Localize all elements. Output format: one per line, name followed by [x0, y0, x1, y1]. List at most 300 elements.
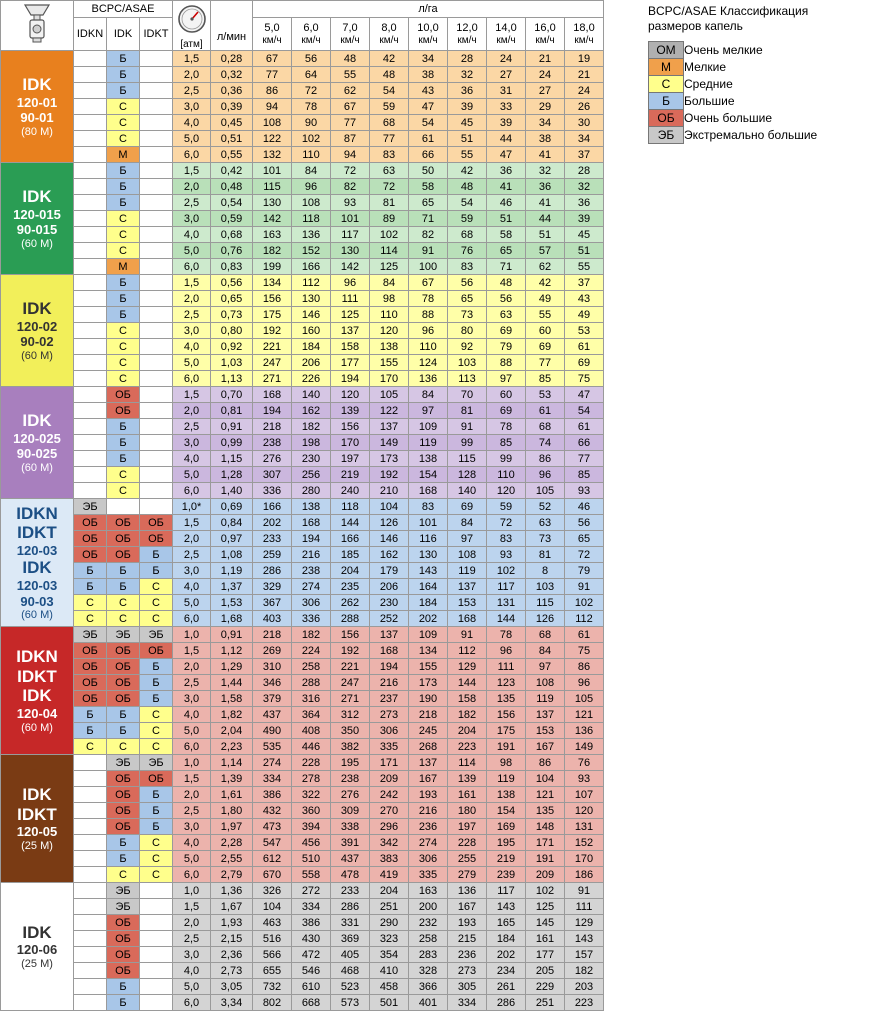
flow-cell: 1,13: [211, 371, 253, 387]
table-row: [1, 963, 604, 979]
droplet-class-cell: [140, 979, 173, 995]
rate-cell: 134: [409, 643, 448, 659]
droplet-class-cell: ОБ: [140, 531, 173, 547]
pressure-cell: 5,0: [173, 979, 211, 995]
nozzle-group-idkn-idkt-idk-120-04: [1, 627, 74, 755]
rate-cell: 79: [565, 563, 604, 579]
nozzle-line: 120-03: [16, 578, 58, 594]
rate-cell: 346: [253, 675, 292, 691]
rate-cell: 271: [331, 691, 370, 707]
droplet-class-cell: С: [107, 131, 140, 147]
rate-cell: 126: [370, 515, 409, 531]
rate-cell: 70: [448, 387, 487, 403]
rate-cell: 105: [526, 483, 565, 499]
rate-cell: 61: [526, 403, 565, 419]
rate-cell: 160: [292, 323, 331, 339]
droplet-class-cell: С: [107, 371, 140, 387]
rate-cell: 274: [409, 835, 448, 851]
rate-cell: 42: [370, 51, 409, 67]
droplet-class-cell: Б: [74, 723, 107, 739]
rate-cell: 8: [526, 563, 565, 579]
rate-cell: 255: [448, 851, 487, 867]
droplet-class-cell: [140, 51, 173, 67]
droplet-class-cell: [74, 851, 107, 867]
rate-cell: 94: [331, 147, 370, 163]
table-row: [1, 691, 604, 707]
rate-cell: 274: [292, 579, 331, 595]
droplet-class-cell: Б: [107, 51, 140, 67]
rate-cell: 168: [409, 483, 448, 499]
flow-cell: 1,12: [211, 643, 253, 659]
rate-cell: 27: [526, 83, 565, 99]
legend-swatch: ЭБ: [649, 127, 684, 144]
droplet-class-cell: [74, 819, 107, 835]
droplet-class-cell: С: [140, 723, 173, 739]
rate-cell: 144: [448, 675, 487, 691]
rate-cell: 29: [526, 99, 565, 115]
rate-cell: 161: [448, 787, 487, 803]
table-row: [1, 371, 604, 387]
table-row: [1, 563, 604, 579]
rate-cell: 86: [526, 755, 565, 771]
droplet-class-cell: С: [74, 739, 107, 755]
droplet-class-cell: С: [140, 595, 173, 611]
rate-cell: 437: [253, 707, 292, 723]
rate-cell: 117: [487, 579, 526, 595]
rate-cell: 234: [487, 963, 526, 979]
rate-cell: 121: [526, 787, 565, 803]
rate-cell: 85: [487, 435, 526, 451]
rate-cell: 37: [565, 275, 604, 291]
rate-cell: 204: [331, 563, 370, 579]
rate-cell: 306: [370, 723, 409, 739]
rate-cell: 101: [253, 163, 292, 179]
rate-cell: 34: [409, 51, 448, 67]
droplet-class-cell: [140, 371, 173, 387]
rate-cell: 184: [409, 595, 448, 611]
rate-cell: 230: [370, 595, 409, 611]
rate-cell: 273: [448, 963, 487, 979]
droplet-class-cell: [74, 979, 107, 995]
rate-cell: 156: [331, 627, 370, 643]
droplet-class-cell: [140, 99, 173, 115]
rate-cell: 290: [370, 915, 409, 931]
rate-cell: 55: [331, 67, 370, 83]
droplet-class-cell: [74, 883, 107, 899]
rate-cell: 546: [292, 963, 331, 979]
rate-cell: 110: [409, 339, 448, 355]
legend-row: [649, 76, 818, 93]
rate-cell: 224: [292, 643, 331, 659]
droplet-class-cell: [74, 803, 107, 819]
rate-cell: 510: [292, 851, 331, 867]
rate-cell: 110: [292, 147, 331, 163]
droplet-class-cell: [140, 339, 173, 355]
rate-cell: 91: [409, 243, 448, 259]
droplet-class-cell: [74, 931, 107, 947]
pressure-cell: 6,0: [173, 371, 211, 387]
rate-cell: 121: [565, 707, 604, 723]
droplet-class-cell: [74, 243, 107, 259]
table-row: [1, 291, 604, 307]
table-row: [1, 771, 604, 787]
legend-swatch: ОБ: [649, 110, 684, 127]
droplet-class-cell: ОБ: [74, 691, 107, 707]
rate-cell: 145: [526, 915, 565, 931]
droplet-class-cell: [74, 899, 107, 915]
table-row: [1, 195, 604, 211]
table-row: [1, 163, 604, 179]
rate-cell: 197: [448, 819, 487, 835]
droplet-class-cell: [74, 771, 107, 787]
rate-cell: 44: [526, 211, 565, 227]
nozzle-line: (60 M): [21, 237, 53, 250]
rate-cell: 336: [253, 483, 292, 499]
rate-cell: 77: [565, 451, 604, 467]
rate-cell: 143: [565, 931, 604, 947]
speed-header-8: 18,0 км/ч: [565, 18, 604, 51]
droplet-class-cell: [140, 499, 173, 515]
rate-cell: 77: [331, 115, 370, 131]
table-row: [1, 835, 604, 851]
droplet-class-cell: ОБ: [107, 947, 140, 963]
droplet-class-cell: ОБ: [107, 963, 140, 979]
droplet-class-cell: [74, 259, 107, 275]
rate-cell: 43: [565, 291, 604, 307]
nozzle-line: 120-025: [13, 430, 61, 446]
rate-cell: 62: [526, 259, 565, 275]
droplet-class-cell: [74, 179, 107, 195]
rate-cell: 153: [526, 723, 565, 739]
table-row: [1, 51, 604, 67]
table-row: [1, 851, 604, 867]
pressure-cell: 4,0: [173, 451, 211, 467]
rate-cell: 102: [292, 131, 331, 147]
rate-cell: 102: [370, 227, 409, 243]
droplet-class-cell: [140, 467, 173, 483]
droplet-class-cell: С: [140, 579, 173, 595]
rate-cell: 195: [331, 755, 370, 771]
rate-cell: 139: [448, 771, 487, 787]
droplet-class-cell: ЭБ: [107, 899, 140, 915]
rate-cell: 120: [565, 803, 604, 819]
rate-cell: 272: [292, 883, 331, 899]
table-row: [1, 131, 604, 147]
nozzle-group-idk-120-025: [1, 387, 74, 499]
rate-cell: 27: [487, 67, 526, 83]
rate-cell: 190: [409, 691, 448, 707]
droplet-class-cell: Б: [140, 819, 173, 835]
rate-cell: 278: [292, 771, 331, 787]
rate-cell: 670: [253, 867, 292, 883]
droplet-class-cell: [74, 755, 107, 771]
rate-cell: 54: [370, 83, 409, 99]
header-row-top: [1, 1, 604, 18]
rate-cell: 238: [292, 563, 331, 579]
pressure-cell: 3,0: [173, 947, 211, 963]
nozzle-line: 120-05: [16, 824, 58, 840]
rate-cell: 68: [370, 115, 409, 131]
rate-cell: 46: [487, 195, 526, 211]
table-row: [1, 787, 604, 803]
legend-row: [649, 127, 818, 144]
rate-cell: 334: [292, 899, 331, 915]
rate-cell: 93: [487, 547, 526, 563]
rate-cell: 115: [253, 179, 292, 195]
flow-cell: 0,59: [211, 211, 253, 227]
rate-cell: 28: [565, 163, 604, 179]
rate-cell: 158: [448, 691, 487, 707]
rate-cell: 111: [565, 899, 604, 915]
droplet-class-cell: Б: [107, 835, 140, 851]
droplet-class-cell: [140, 915, 173, 931]
flow-cell: 0,83: [211, 259, 253, 275]
rate-cell: 135: [487, 691, 526, 707]
rate-cell: 194: [370, 659, 409, 675]
rate-cell: 171: [370, 755, 409, 771]
table-row: [1, 243, 604, 259]
rate-cell: 490: [253, 723, 292, 739]
rate-cell: 68: [526, 419, 565, 435]
nozzle-group-idkn-idkt-idk-120-03: [1, 499, 74, 627]
table-row: [1, 755, 604, 771]
rate-cell: 46: [565, 499, 604, 515]
rate-cell: 216: [292, 547, 331, 563]
pressure-cell: 3,0: [173, 435, 211, 451]
rate-cell: 163: [253, 227, 292, 243]
rate-cell: 69: [487, 323, 526, 339]
rate-cell: 251: [370, 899, 409, 915]
rate-cell: 28: [448, 51, 487, 67]
rate-cell: 114: [448, 755, 487, 771]
droplet-class-cell: [140, 131, 173, 147]
rate-cell: 112: [292, 275, 331, 291]
pressure-cell: 2,5: [173, 803, 211, 819]
rate-cell: 66: [565, 435, 604, 451]
rate-cell: 129: [565, 915, 604, 931]
rate-cell: 122: [370, 403, 409, 419]
table-row: [1, 435, 604, 451]
nozzle-icon-header: [1, 1, 74, 51]
rate-cell: 77: [370, 131, 409, 147]
rate-cell: 162: [292, 403, 331, 419]
rate-cell: 206: [292, 355, 331, 371]
rate-cell: 47: [409, 99, 448, 115]
rate-cell: 65: [409, 195, 448, 211]
pressure-cell: 2,0: [173, 179, 211, 195]
flow-cell: 0,54: [211, 195, 253, 211]
nozzle-line: (25 M): [21, 839, 53, 852]
speed-header-5: 12,0 км/ч: [448, 18, 487, 51]
table-row: [1, 99, 604, 115]
flow-cell: 1,68: [211, 611, 253, 627]
droplet-class-cell: [74, 915, 107, 931]
rate-cell: 215: [448, 931, 487, 947]
rate-cell: 43: [409, 83, 448, 99]
table-row: [1, 723, 604, 739]
rate-cell: 55: [526, 307, 565, 323]
rate-cell: 47: [565, 387, 604, 403]
droplet-class-cell: С: [107, 99, 140, 115]
rate-cell: 419: [370, 867, 409, 883]
rate-cell: 386: [253, 787, 292, 803]
rate-cell: 157: [565, 947, 604, 963]
rate-cell: 37: [565, 147, 604, 163]
rate-cell: 535: [253, 739, 292, 755]
nozzle-line: (80 M): [21, 125, 53, 138]
rate-cell: 117: [487, 883, 526, 899]
droplet-class-cell: ЭБ: [107, 883, 140, 899]
flow-cell: 0,81: [211, 403, 253, 419]
droplet-class-cell: Б: [140, 563, 173, 579]
rate-cell: 155: [370, 355, 409, 371]
table-row: [1, 947, 604, 963]
droplet-class-cell: [74, 67, 107, 83]
rate-cell: 354: [370, 947, 409, 963]
nozzle-line: IDK: [22, 75, 52, 95]
flow-cell: 1,14: [211, 755, 253, 771]
rate-cell: 331: [331, 915, 370, 931]
rate-cell: 229: [526, 979, 565, 995]
pressure-cell: 5,0: [173, 467, 211, 483]
rate-cell: 136: [409, 371, 448, 387]
rate-cell: 72: [487, 515, 526, 531]
rate-cell: 61: [565, 419, 604, 435]
rate-cell: 83: [370, 147, 409, 163]
rate-cell: 391: [331, 835, 370, 851]
rate-cell: 60: [487, 387, 526, 403]
rate-cell: 329: [253, 579, 292, 595]
rate-cell: 130: [409, 547, 448, 563]
rate-cell: 516: [253, 931, 292, 947]
rate-cell: 96: [292, 179, 331, 195]
rate-cell: 367: [253, 595, 292, 611]
droplet-class-cell: М: [107, 259, 140, 275]
flow-cell: 0,39: [211, 99, 253, 115]
flow-cell: 1,29: [211, 659, 253, 675]
droplet-class-cell: С: [107, 115, 140, 131]
rate-cell: 119: [409, 435, 448, 451]
rate-cell: 63: [487, 307, 526, 323]
rate-cell: 283: [409, 947, 448, 963]
flow-cell: 1,03: [211, 355, 253, 371]
rate-cell: 247: [331, 675, 370, 691]
rate-cell: 209: [526, 867, 565, 883]
rate-cell: 67: [409, 275, 448, 291]
subheader-idk: IDK: [107, 18, 140, 51]
pressure-cell: 2,5: [173, 307, 211, 323]
nozzle-line: (60 M): [21, 721, 53, 734]
speed-header-0: 5,0 км/ч: [253, 18, 292, 51]
rate-cell: 34: [565, 131, 604, 147]
rate-cell: 59: [370, 99, 409, 115]
rate-cell: 86: [253, 83, 292, 99]
pressure-cell: 2,0: [173, 531, 211, 547]
flow-cell: 1,15: [211, 451, 253, 467]
pressure-unit-label: [атм]: [180, 38, 203, 50]
droplet-class-cell: ОБ: [107, 771, 140, 787]
rate-cell: 270: [370, 803, 409, 819]
droplet-class-cell: ОБ: [107, 787, 140, 803]
flow-cell: 2,73: [211, 963, 253, 979]
rate-cell: 32: [448, 67, 487, 83]
flow-cell: 0,91: [211, 627, 253, 643]
pressure-cell: 5,0: [173, 131, 211, 147]
rate-cell: 202: [487, 947, 526, 963]
rate-cell: 166: [292, 259, 331, 275]
droplet-class-cell: Б: [140, 691, 173, 707]
droplet-class-cell: С: [107, 739, 140, 755]
flow-cell: 0,69: [211, 499, 253, 515]
table-row: [1, 883, 604, 899]
rate-cell: 32: [565, 179, 604, 195]
rate-cell: 137: [448, 579, 487, 595]
rate-cell: 192: [331, 643, 370, 659]
droplet-class-cell: [74, 195, 107, 211]
rate-cell: 394: [292, 819, 331, 835]
droplet-class-cell: [140, 147, 173, 163]
rate-cell: 156: [253, 291, 292, 307]
bcpc-asae-header: BCPC/ASAE: [74, 1, 173, 18]
droplet-class-cell: ОБ: [140, 643, 173, 659]
flow-cell: 3,34: [211, 995, 253, 1011]
rate-cell: 558: [292, 867, 331, 883]
nozzle-line: IDKN: [16, 503, 58, 523]
speed-header-7: 16,0 км/ч: [526, 18, 565, 51]
droplet-class-cell: [140, 419, 173, 435]
droplet-class-cell: Б: [107, 83, 140, 99]
pressure-cell: 2,5: [173, 83, 211, 99]
rate-cell: 108: [448, 547, 487, 563]
rate-cell: 54: [409, 115, 448, 131]
droplet-class-cell: С: [107, 595, 140, 611]
rate-cell: 102: [565, 595, 604, 611]
rate-cell: 69: [487, 403, 526, 419]
rate-cell: 130: [253, 195, 292, 211]
rate-cell: 156: [487, 707, 526, 723]
rate-cell: 119: [526, 691, 565, 707]
rate-cell: 472: [292, 947, 331, 963]
table-row: [1, 707, 604, 723]
rate-cell: 63: [526, 515, 565, 531]
pressure-cell: 1,5: [173, 771, 211, 787]
droplet-class-cell: [140, 195, 173, 211]
rate-cell: 33: [487, 99, 526, 115]
rate-cell: 120: [370, 323, 409, 339]
pressure-cell: 2,0: [173, 67, 211, 83]
rate-cell: 144: [487, 611, 526, 627]
droplet-class-cell: [74, 211, 107, 227]
rate-cell: 350: [331, 723, 370, 739]
rate-cell: 136: [292, 227, 331, 243]
nozzle-line: 90-025: [16, 446, 58, 462]
rate-cell: 105: [370, 387, 409, 403]
droplet-class-cell: [140, 387, 173, 403]
rate-cell: 48: [370, 67, 409, 83]
rate-cell: 139: [331, 403, 370, 419]
droplet-class-cell: ОБ: [107, 659, 140, 675]
rate-cell: 232: [409, 915, 448, 931]
nozzle-line: IDKT: [17, 666, 57, 686]
droplet-class-cell: С: [107, 227, 140, 243]
pressure-cell: 1,5: [173, 163, 211, 179]
flow-cell: 1,08: [211, 547, 253, 563]
rate-cell: 84: [370, 275, 409, 291]
rate-cell: 167: [409, 771, 448, 787]
rate-cell: 137: [409, 755, 448, 771]
rate-cell: 42: [526, 275, 565, 291]
pressure-cell: 2,0: [173, 659, 211, 675]
